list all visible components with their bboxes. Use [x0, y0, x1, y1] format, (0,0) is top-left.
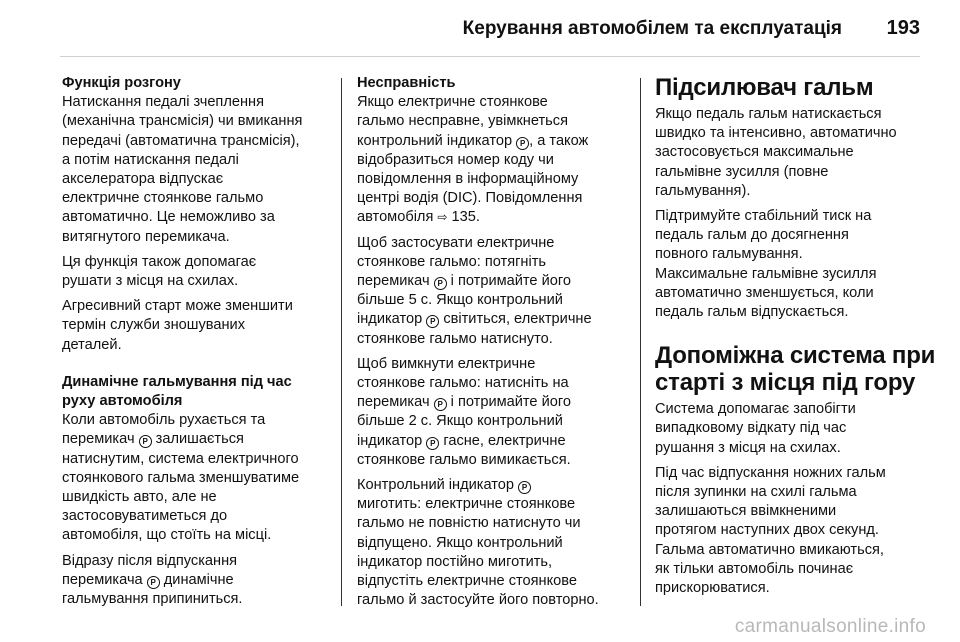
warning-indicator-icon: P — [516, 137, 529, 150]
paragraph: Система допомагає запобігти випадковому відкату під час рушання з місця на схилах. — [655, 401, 856, 456]
parking-brake-icon: P — [434, 398, 447, 411]
paragraph: Натискання педалі зчеплення (механічна трансмісія) чи вмикання передачі (автоматична трансмісія), а потім натискання педалі акселератора відпускає електричне стоянкове гальмо автоматично. Це неможливо за витягнутого перемикача. — [62, 94, 303, 245]
column-divider-1 — [341, 78, 342, 606]
paragraph: Контрольний індикатор P миготить: електричне стоянкове гальмо не повністю натиснуто чи відпущено. Якщо контрольний індикатор постійно миготить, відпустіть електричне стоянкове гальмо й застосуйте його повторно. — [357, 477, 599, 609]
page-header — [0, 0, 960, 58]
parking-brake-icon: P — [434, 277, 447, 290]
column-3 — [655, 74, 936, 604]
paragraph: Відразу після відпускання перемикача P динамічне гальмування припиниться. — [62, 552, 243, 608]
paragraph: Щоб вимкнути електричне стоянкове гальмо: натисніть на перемикач P і потримайте його більше 2 с. Якщо контрольний індикатор P гасне, електричне стоянкове гальмо вимикається. — [357, 355, 571, 468]
parking-brake-icon: P — [426, 437, 439, 450]
paragraph: Агресивний старт може зменшити термін служби зношуваних деталей. — [62, 298, 293, 353]
watermark-text: carmanualsonline.info — [734, 616, 926, 637]
parking-brake-icon: P — [139, 435, 152, 448]
paragraph: Підтримуйте стабільний тиск на педаль гальм до досягнення повного гальмування. Максимальне гальмівне зусилля автоматично зменшується, коли педаль гальм відпускається. — [655, 208, 877, 321]
paragraph: Якщо електричне стоянкове гальмо несправне, увімкнеться контрольний індикатор P , а також відобразиться номер коду чи повідомлення в інформаційному центрі водія (DIC). Повідомлення автомобіля ⇨ 135. — [357, 94, 589, 226]
header-divider — [60, 56, 920, 57]
paragraph: Щоб застосувати електричне стоянкове гальмо: потягніть перемикач P і потримайте його більше 5 с. Якщо контрольний індикатор P світиться, електричне стоянкове гальмо натиснуто. — [357, 234, 592, 347]
page-number: 193 — [886, 17, 920, 39]
heading-brake-assist: Підсилювач гальм — [655, 74, 874, 101]
section-title-dynamic-braking: Динамічне гальмування під час руху автомобіля — [62, 373, 292, 410]
page-reference-arrow-icon: ⇨ — [437, 210, 448, 225]
parking-brake-icon: P — [147, 576, 160, 589]
section-title-launch-function: Функція розгону — [62, 75, 181, 91]
paragraph: Ця функція також допомагає рушати з місця на схилах. — [62, 253, 257, 290]
section-title-malfunction: Несправність — [357, 75, 456, 91]
parking-brake-icon: P — [518, 481, 531, 494]
column-divider-2 — [640, 78, 641, 606]
paragraph: Якщо педаль гальм натискається швидко та інтенсивно, автоматично застосовується максимальне гальмівне зусилля (повне гальмування). — [655, 106, 897, 199]
column-1 — [62, 74, 330, 615]
parking-brake-icon: P — [426, 315, 439, 328]
paragraph: Під час відпускання ножних гальм після зупинки на схилі гальма залишаються ввімкненими протягом наступних двох секунд. Гальма автоматично вмикаються, як тільки автомобіль починає прискорюватися. — [655, 464, 886, 597]
running-header-title: Керування автомобілем та експлуатація — [462, 18, 842, 39]
heading-hill-start-assist: Допоміжна система при старті з місця під гору — [655, 342, 936, 397]
paragraph: Коли автомобіль рухається та перемикач P залишається натиснутим, система електричного стоянкового гальма зменшуватиме швидкість авто, але не застосовуватиметься до автомобіля, що стоїть на місці. — [62, 412, 300, 544]
column-2 — [357, 74, 632, 616]
page-reference-link[interactable]: 135. — [451, 209, 480, 226]
